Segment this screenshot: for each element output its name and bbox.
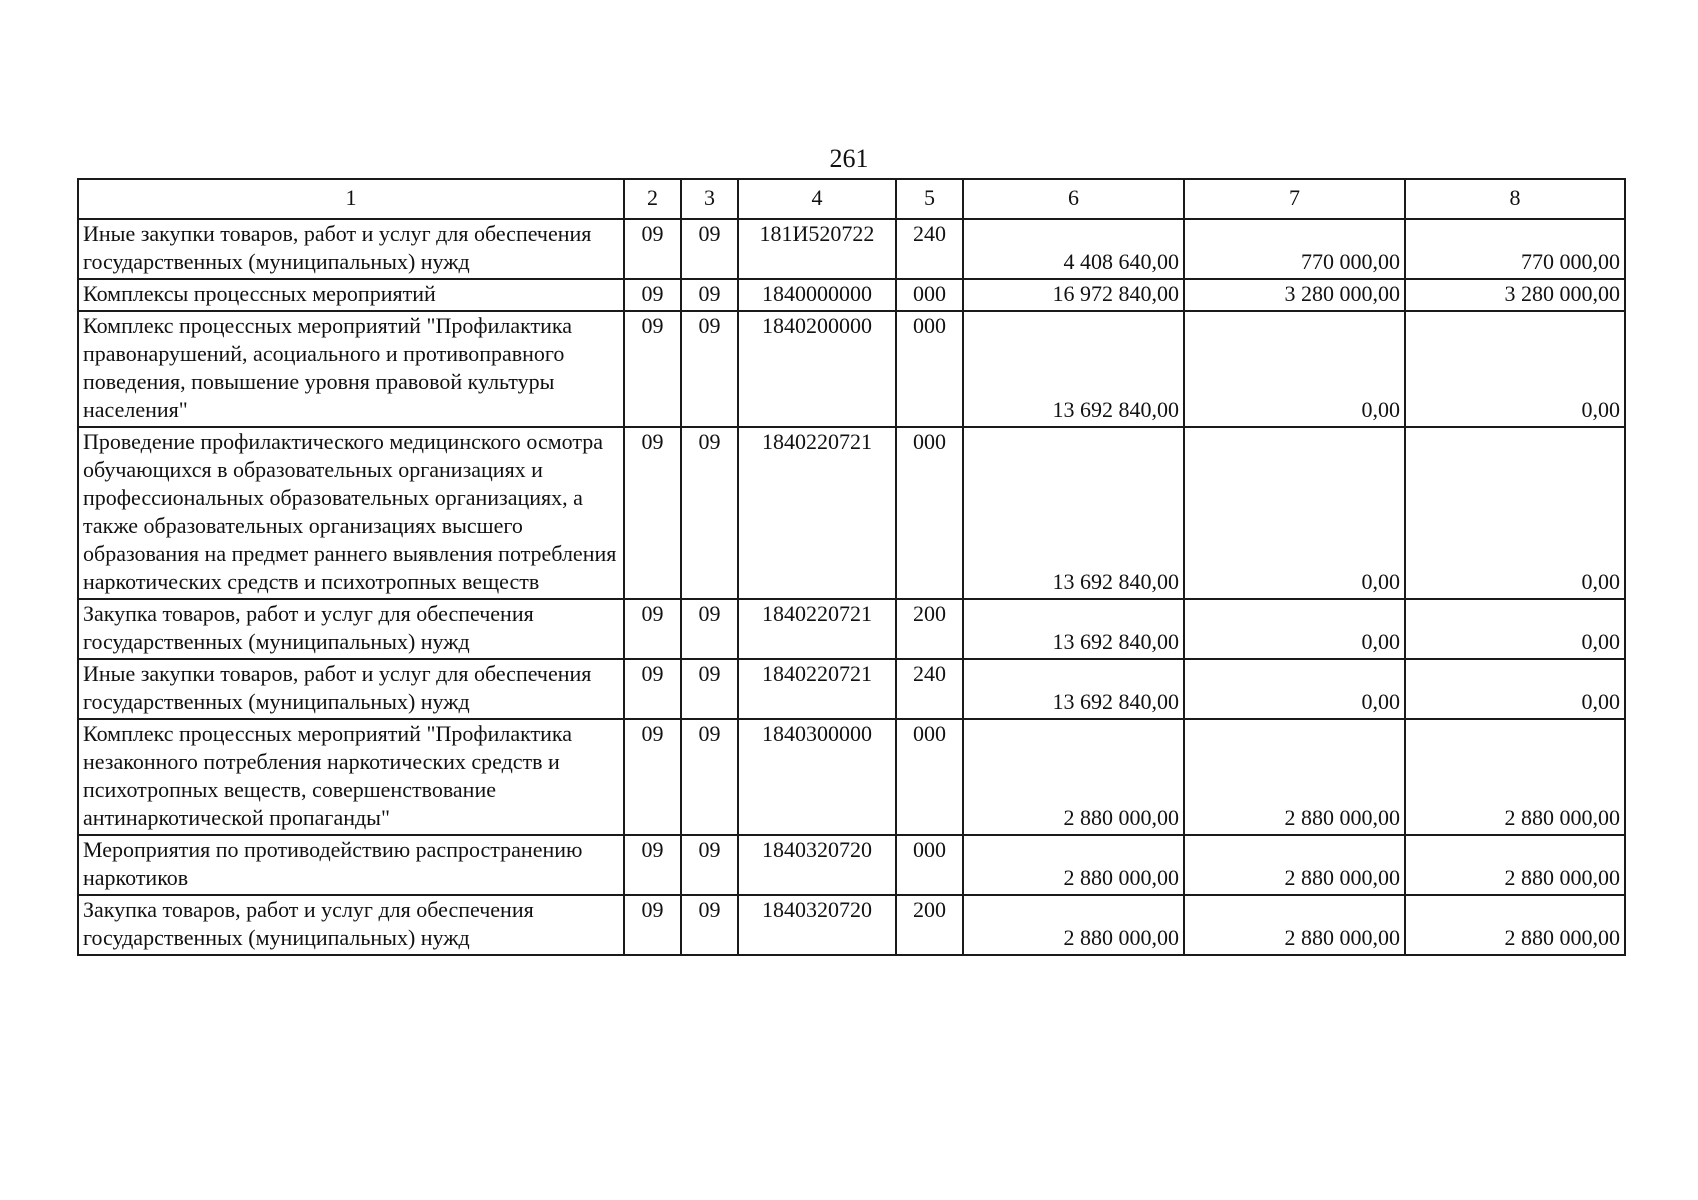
column-header: 3 <box>681 179 738 219</box>
amount-col-8: 2 880 000,00 <box>1405 895 1625 955</box>
amount-col-7: 770 000,00 <box>1184 219 1405 279</box>
item-name: Проведение профилактического медицинского осмотра обучающихся в образовательных организациях и профессиональных образовательных организациях, а также образовательных организациях высшего образования на предмет раннего выявления потребления наркотических средств и психотропных веществ <box>78 427 624 599</box>
section-code: 09 <box>624 311 681 427</box>
section-code: 09 <box>624 835 681 895</box>
target-article-code: 1840320720 <box>738 895 896 955</box>
column-header: 5 <box>896 179 963 219</box>
section-code: 09 <box>624 659 681 719</box>
target-article-code: 1840220721 <box>738 599 896 659</box>
target-article-code: 181И520722 <box>738 219 896 279</box>
amount-col-7: 0,00 <box>1184 599 1405 659</box>
amount-col-6: 13 692 840,00 <box>963 311 1184 427</box>
subsection-code: 09 <box>681 599 738 659</box>
table-row <box>78 835 1625 895</box>
target-article-code: 1840300000 <box>738 719 896 835</box>
amount-col-6: 13 692 840,00 <box>963 427 1184 599</box>
column-header: 4 <box>738 179 896 219</box>
expense-type-code: 200 <box>896 895 963 955</box>
amount-col-7: 0,00 <box>1184 311 1405 427</box>
amount-col-6: 4 408 640,00 <box>963 219 1184 279</box>
target-article-code: 1840320720 <box>738 835 896 895</box>
amount-col-8: 770 000,00 <box>1405 219 1625 279</box>
amount-col-6: 16 972 840,00 <box>963 279 1184 311</box>
target-article-code: 1840200000 <box>738 311 896 427</box>
expense-type-code: 000 <box>896 719 963 835</box>
amount-col-6: 2 880 000,00 <box>963 719 1184 835</box>
item-name: Закупка товаров, работ и услуг для обеспечения государственных (муниципальных) нужд <box>78 895 624 955</box>
section-code: 09 <box>624 895 681 955</box>
amount-col-8: 2 880 000,00 <box>1405 835 1625 895</box>
subsection-code: 09 <box>681 659 738 719</box>
section-code: 09 <box>624 719 681 835</box>
amount-col-7: 0,00 <box>1184 659 1405 719</box>
amount-col-7: 2 880 000,00 <box>1184 719 1405 835</box>
subsection-code: 09 <box>681 895 738 955</box>
section-code: 09 <box>624 219 681 279</box>
amount-col-8: 0,00 <box>1405 599 1625 659</box>
subsection-code: 09 <box>681 311 738 427</box>
expense-type-code: 240 <box>896 659 963 719</box>
target-article-code: 1840220721 <box>738 659 896 719</box>
amount-col-6: 13 692 840,00 <box>963 599 1184 659</box>
column-header: 7 <box>1184 179 1405 219</box>
page-number: 261 <box>829 144 869 173</box>
subsection-code: 09 <box>681 427 738 599</box>
item-name: Комплекс процессных мероприятий "Профилактика правонарушений, асоциального и противоправного поведения, повышение уровня правовой культуры населения" <box>78 311 624 427</box>
amount-col-7: 0,00 <box>1184 427 1405 599</box>
amount-col-6: 2 880 000,00 <box>963 895 1184 955</box>
expense-type-code: 000 <box>896 835 963 895</box>
expense-type-code: 000 <box>896 427 963 599</box>
column-header: 1 <box>78 179 624 219</box>
amount-col-8: 0,00 <box>1405 427 1625 599</box>
expense-type-code: 200 <box>896 599 963 659</box>
amount-col-7: 2 880 000,00 <box>1184 835 1405 895</box>
subsection-code: 09 <box>681 279 738 311</box>
column-header: 8 <box>1405 179 1625 219</box>
column-header: 2 <box>624 179 681 219</box>
item-name: Мероприятия по противодействию распространению наркотиков <box>78 835 624 895</box>
section-code: 09 <box>624 427 681 599</box>
table-row <box>78 659 1625 719</box>
section-code: 09 <box>624 279 681 311</box>
amount-col-6: 13 692 840,00 <box>963 659 1184 719</box>
section-code: 09 <box>624 599 681 659</box>
item-name: Закупка товаров, работ и услуг для обеспечения государственных (муниципальных) нужд <box>78 599 624 659</box>
table-row <box>78 219 1625 279</box>
table-row <box>78 311 1625 427</box>
target-article-code: 1840000000 <box>738 279 896 311</box>
subsection-code: 09 <box>681 219 738 279</box>
item-name: Иные закупки товаров, работ и услуг для обеспечения государственных (муниципальных) нужд <box>78 219 624 279</box>
expense-type-code: 240 <box>896 219 963 279</box>
table-row <box>78 427 1625 599</box>
expense-type-code: 000 <box>896 279 963 311</box>
amount-col-7: 3 280 000,00 <box>1184 279 1405 311</box>
amount-col-6: 2 880 000,00 <box>963 835 1184 895</box>
expense-type-code: 000 <box>896 311 963 427</box>
item-name: Комплекс процессных мероприятий "Профилактика незаконного потребления наркотических средств и психотропных веществ, совершенствование антинаркотической пропаганды" <box>78 719 624 835</box>
table-row <box>78 719 1625 835</box>
amount-col-8: 0,00 <box>1405 311 1625 427</box>
table-row <box>78 895 1625 955</box>
amount-col-8: 0,00 <box>1405 659 1625 719</box>
table-row <box>78 279 1625 311</box>
budget-table <box>77 178 1626 956</box>
table-row <box>78 599 1625 659</box>
amount-col-7: 2 880 000,00 <box>1184 895 1405 955</box>
header-row <box>78 179 1625 219</box>
subsection-code: 09 <box>681 719 738 835</box>
amount-col-8: 3 280 000,00 <box>1405 279 1625 311</box>
amount-col-8: 2 880 000,00 <box>1405 719 1625 835</box>
subsection-code: 09 <box>681 835 738 895</box>
target-article-code: 1840220721 <box>738 427 896 599</box>
item-name: Иные закупки товаров, работ и услуг для обеспечения государственных (муниципальных) нужд <box>78 659 624 719</box>
item-name: Комплексы процессных мероприятий <box>78 279 624 311</box>
column-header: 6 <box>963 179 1184 219</box>
